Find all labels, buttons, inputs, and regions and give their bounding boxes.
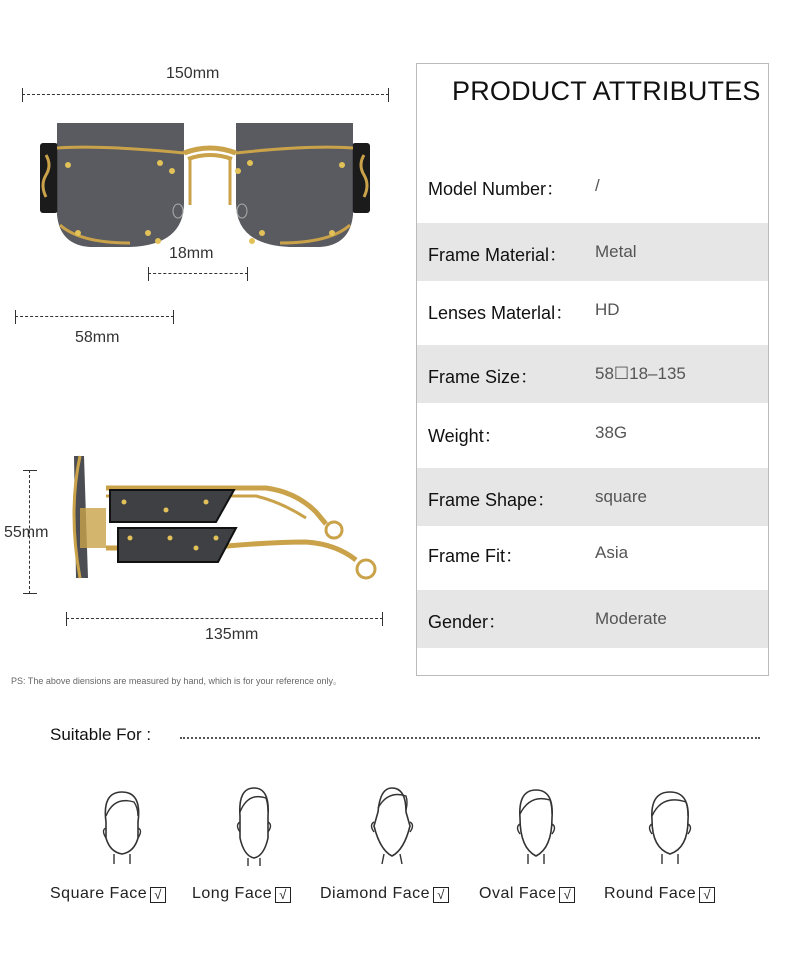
attribute-value: Moderate <box>595 609 667 628</box>
checkmark-icon: √ <box>559 887 575 903</box>
attribute-label: Weight： <box>428 426 502 446</box>
temple-length-label: 135mm <box>205 626 259 643</box>
checkmark-icon: √ <box>433 887 449 903</box>
attribute-value: 38G <box>595 423 628 442</box>
round-face-icon <box>640 782 700 866</box>
glasses-side-image <box>66 452 386 587</box>
attribute-row-weight <box>417 404 768 462</box>
total-width-dimension-line <box>22 94 389 95</box>
suitable-for-heading: Suitable For : <box>50 725 152 744</box>
face-option-long <box>192 885 291 903</box>
oval-face-icon <box>508 782 564 866</box>
face-label: Diamond Face <box>320 885 431 902</box>
face-label: Oval Face <box>479 885 557 902</box>
face-option-oval <box>479 885 575 903</box>
square-face-icon <box>94 782 150 866</box>
total-width-label: 150mm <box>166 65 220 82</box>
attribute-label: Frame Size： <box>428 367 539 387</box>
long-face-icon <box>226 782 282 866</box>
temple-length-dimension-line <box>66 618 383 619</box>
attribute-label: Lenses Materlal： <box>428 303 574 323</box>
attribute-value: HD <box>595 300 620 319</box>
attribute-label: Frame Fit： <box>428 546 524 566</box>
face-label: Long Face <box>192 885 273 902</box>
attribute-row-gender <box>417 590 768 648</box>
attribute-label: Frame Material： <box>428 245 568 265</box>
face-option-round <box>604 885 715 903</box>
face-label: Round Face <box>604 885 697 902</box>
attribute-label: Gender： <box>428 612 507 632</box>
attribute-row-frame-fit <box>417 524 768 582</box>
checkmark-icon: √ <box>150 887 166 903</box>
attribute-value: 58☐18–135 <box>595 364 686 383</box>
attribute-value: / <box>595 176 600 195</box>
attribute-value: Metal <box>595 242 637 261</box>
checkmark-icon: √ <box>275 887 291 903</box>
attribute-row-lenses-material <box>417 281 768 339</box>
attribute-row-frame-material <box>417 223 768 281</box>
attribute-label: Frame Shape： <box>428 490 556 510</box>
face-option-square <box>50 885 166 903</box>
product-attributes-panel <box>416 63 769 676</box>
measurement-note: PS: The above diensions are measured by hand, which is for your reference only。 <box>11 676 343 686</box>
face-label: Square Face <box>50 885 148 902</box>
attribute-label: Model Number： <box>428 179 565 199</box>
attribute-value: square <box>595 487 647 506</box>
bridge-dimension-line <box>148 273 248 274</box>
bridge-label: 18mm <box>169 245 214 262</box>
attribute-row-frame-shape <box>417 468 768 526</box>
dotted-divider <box>180 737 760 739</box>
checkmark-icon: √ <box>699 887 715 903</box>
panel-title: PRODUCT ATTRIBUTES <box>452 76 761 106</box>
lens-width-dimension-line <box>15 316 174 317</box>
lens-width-label: 58mm <box>75 329 120 346</box>
diamond-face-icon <box>362 782 422 866</box>
glasses-front-image <box>20 115 390 260</box>
attribute-row-frame-size <box>417 345 768 403</box>
attribute-value: Asia <box>595 543 629 562</box>
attribute-row-model-number <box>417 157 768 215</box>
lens-height-label: 55mm <box>4 524 49 541</box>
face-option-diamond <box>320 885 449 903</box>
